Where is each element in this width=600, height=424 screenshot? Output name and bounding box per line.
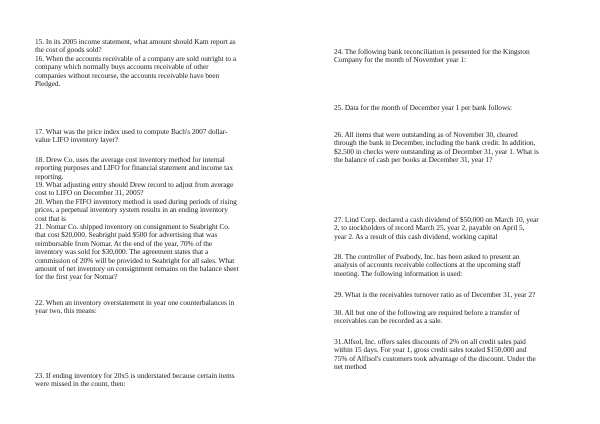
- question-24: 24. The following bank reconciliation is presented for the Kingston Company for the month of November year 1:: [334, 47, 530, 65]
- question-26: 26. All items that were outstanding as of November 30, cleared through the bank in December, including the bank credit. In addition, $2,500 in checks were outstanding as of December 31, year 1. What is the balance of cash per books at December 31, year 1?: [334, 130, 539, 165]
- question-16: 16. When the accounts receivable of a company are sold outright to a company which normally buys accounts receivable of other companies without recourse, the accounts receivable have been Pledged.: [35, 54, 237, 89]
- question-19: 19. What adjusting entry should Drew record to adjust from average cost to LIFO on December 31, 2005?: [35, 180, 234, 198]
- question-29: 29. What is the receivables turnover ratio as of December 31, year 2?: [334, 290, 536, 299]
- question-21: 21. Nomar Co. shipped inventory on consignment to Seabright Co. that cost $20,000. Seabright paid $500 for advertising that was reimbursable from Nomar. At the end of the year, 70% of the inventory was sold for $30,000. The agreement states that a commission of 20% will be provided to Seabright for all sales. What amount of net inventory on consignment remains on the balance sheet for the first year for Nomar?: [35, 222, 239, 282]
- question-30: 30. All but one of the following are required before a transfer of receivables can be recorded as a sale.: [334, 308, 520, 326]
- question-23: 23. If ending inventory for 20x5 is understated because certain items were missed in the count, then:: [35, 371, 235, 389]
- question-15: 15. In its 2005 income statement, what amount should Kam report as the cost of goods sold?: [35, 37, 236, 55]
- question-28: 28. The controller of Peabody, Inc. has been asked to present an analysis of accounts receivable collections at the upcoming staff meeting. The following information is used:: [334, 252, 521, 278]
- question-20: 20. When the FIFO inventory method is used during periods of rising prices, a perpetual inventory system results in an ending inventory cost that is: [35, 197, 237, 223]
- question-31: 31.Alfsol, Inc. offers sales discounts of 2% on all credit sales paid within 15 days. For year 1, gross credit sales totaled $150,000 and 75% of Alfisol's customers took advantage of the discount. Under the net method: [334, 337, 536, 372]
- question-25: 25. Data for the month of December year 1 per bank follows:: [334, 103, 513, 112]
- question-17: 17. What was the price index used to compute Bach's 2007 dollar- value LIFO inventory layer?: [35, 127, 228, 145]
- question-22: 22. When an inventory overstatement in year one counterbalances in year two, this means:: [35, 298, 235, 316]
- question-27: 27. Lind Corp. declared a cash dividend of $50,000 on March 10, year 2, to stockholders of record March 25, year 2, payable on April 5, year 2. As a result of this cash dividend, working capital: [334, 215, 539, 241]
- question-18: 18. Drew Co. uses the average cost inventory method for internal reporting purposes and LIFO for financial statement and income tax reporting.: [35, 155, 234, 181]
